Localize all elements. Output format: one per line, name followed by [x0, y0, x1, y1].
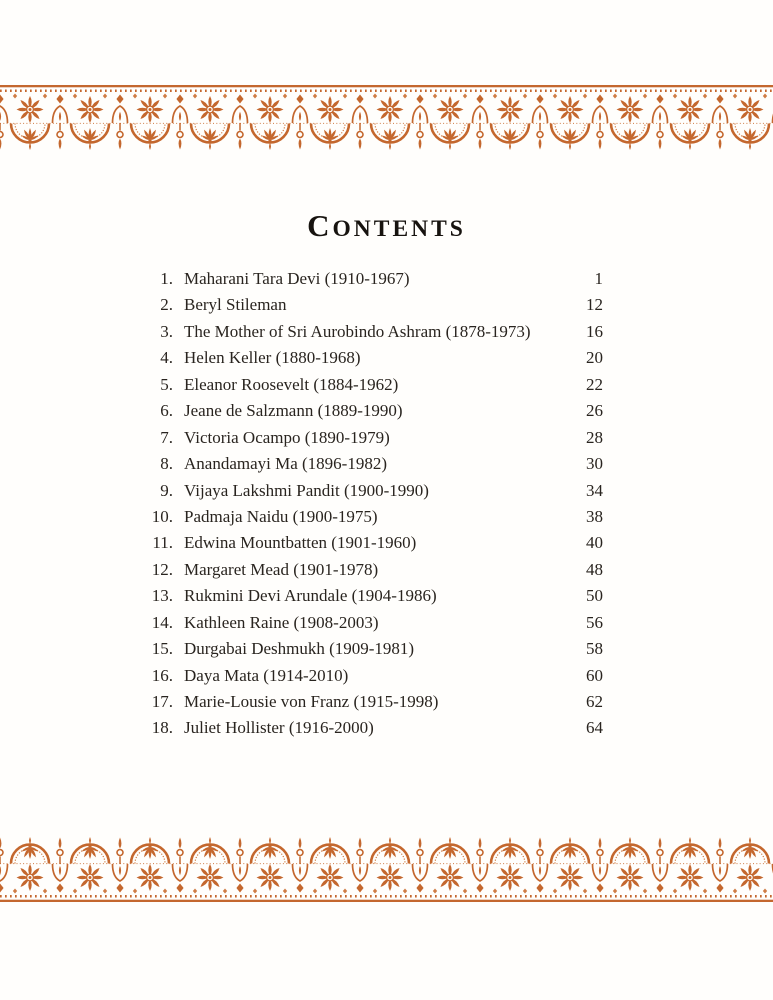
toc-entry-number: 14.	[151, 612, 173, 632]
toc-entry-title: Jeane de Salzmann (1889-1990)	[184, 401, 403, 421]
toc-entry-title: Rukmini Devi Arundale (1904-1986)	[184, 586, 437, 606]
toc-entry-page: 22	[586, 374, 603, 394]
toc-entry-number: 6.	[160, 401, 173, 421]
toc-entry-page: 48	[586, 559, 603, 579]
toc-entry-page: 58	[586, 639, 603, 659]
toc-entry-number: 12.	[151, 559, 173, 579]
toc-entry-page: 28	[586, 427, 603, 447]
toc-entry-number: 7.	[160, 427, 173, 447]
toc-entry-number: 9.	[160, 480, 173, 500]
toc-entry-number: 15.	[151, 639, 173, 659]
toc-entry-page: 64	[586, 718, 603, 738]
toc-entry-page: 34	[586, 480, 603, 500]
toc-entry	[149, 689, 603, 715]
toc-entry	[149, 292, 603, 318]
page-title	[0, 208, 773, 244]
toc-entry	[149, 425, 603, 451]
toc-entry-number: 13.	[151, 586, 173, 606]
toc-entry-page: 30	[586, 454, 603, 474]
toc-entry	[149, 345, 603, 371]
toc-entry-number: 4.	[160, 348, 173, 368]
toc-entry-title: Padmaja Naidu (1900-1975)	[184, 506, 378, 526]
toc-entry	[149, 530, 603, 556]
toc-entry-number: 5.	[160, 374, 173, 394]
toc-entry	[149, 610, 603, 636]
toc-entry-number: 18.	[151, 718, 173, 738]
toc-entry	[149, 557, 603, 583]
toc-entry-page: 20	[586, 348, 603, 368]
toc-entry	[149, 451, 603, 477]
toc-entry-number: 11.	[152, 533, 173, 553]
toc-entry-number: 3.	[160, 321, 173, 341]
toc-entry	[149, 266, 603, 292]
page-title-initial: C	[307, 208, 333, 243]
toc-entry	[149, 372, 603, 398]
toc-entry-title: Victoria Ocampo (1890-1979)	[184, 427, 390, 447]
toc-entry	[149, 478, 603, 504]
table-of-contents	[149, 266, 603, 742]
toc-entry-title: Helen Keller (1880-1968)	[184, 348, 361, 368]
toc-entry-title: Juliet Hollister (1916-2000)	[184, 718, 374, 738]
toc-entry-title: Beryl Stileman	[184, 295, 287, 315]
toc-entry	[149, 398, 603, 424]
toc-entry	[149, 715, 603, 741]
ornamental-border-bottom-icon	[0, 832, 773, 902]
toc-entry-title: Daya Mata (1914-2010)	[184, 665, 349, 685]
toc-entry	[149, 319, 603, 345]
toc-entry-number: 16.	[151, 665, 173, 685]
toc-entry-title: Vijaya Lakshmi Pandit (1900-1990)	[184, 480, 429, 500]
toc-entry-page: 16	[586, 321, 603, 341]
toc-entry-title: Durgabai Deshmukh (1909-1981)	[184, 639, 415, 659]
toc-entry-page: 60	[586, 665, 603, 685]
toc-entry-title: Eleanor Roosevelt (1884-1962)	[184, 374, 399, 394]
toc-entry-title: The Mother of Sri Aurobindo Ashram (1878-1973)	[184, 321, 531, 341]
toc-entry	[149, 636, 603, 662]
page-title-rest: ONTENTS	[332, 216, 466, 242]
toc-entry-number: 17.	[151, 692, 173, 711]
toc-entry-title: Margaret Mead (1901-1978)	[184, 559, 379, 579]
toc-entry-page: 56	[586, 612, 603, 632]
toc-entry-page: 1	[594, 269, 603, 288]
toc-entry	[149, 663, 603, 689]
toc-entry-page: 26	[586, 401, 603, 421]
toc-entry	[149, 504, 603, 530]
toc-entry-page: 40	[586, 533, 603, 553]
toc-entry-title: Marie-Lousie von Franz (1915-1998)	[184, 692, 439, 711]
toc-entry-page: 12	[586, 295, 603, 315]
toc-entry-number: 10.	[151, 506, 173, 526]
toc-entry-title: Maharani Tara Devi (1910-1967)	[184, 269, 410, 288]
toc-entry-page: 38	[586, 506, 603, 526]
toc-entry-page: 62	[586, 692, 603, 711]
toc-entry-number: 8.	[160, 454, 173, 474]
ornamental-border-top-icon	[0, 85, 773, 155]
toc-entry-title: Edwina Mountbatten (1901-1960)	[184, 533, 417, 553]
toc-entry-page: 50	[586, 586, 603, 606]
toc-entry-title: Anandamayi Ma (1896-1982)	[184, 454, 388, 474]
toc-entry	[149, 583, 603, 609]
toc-entry-number: 2.	[160, 295, 173, 315]
toc-entry-title: Kathleen Raine (1908-2003)	[184, 612, 379, 632]
toc-entry-number: 1.	[160, 269, 173, 288]
